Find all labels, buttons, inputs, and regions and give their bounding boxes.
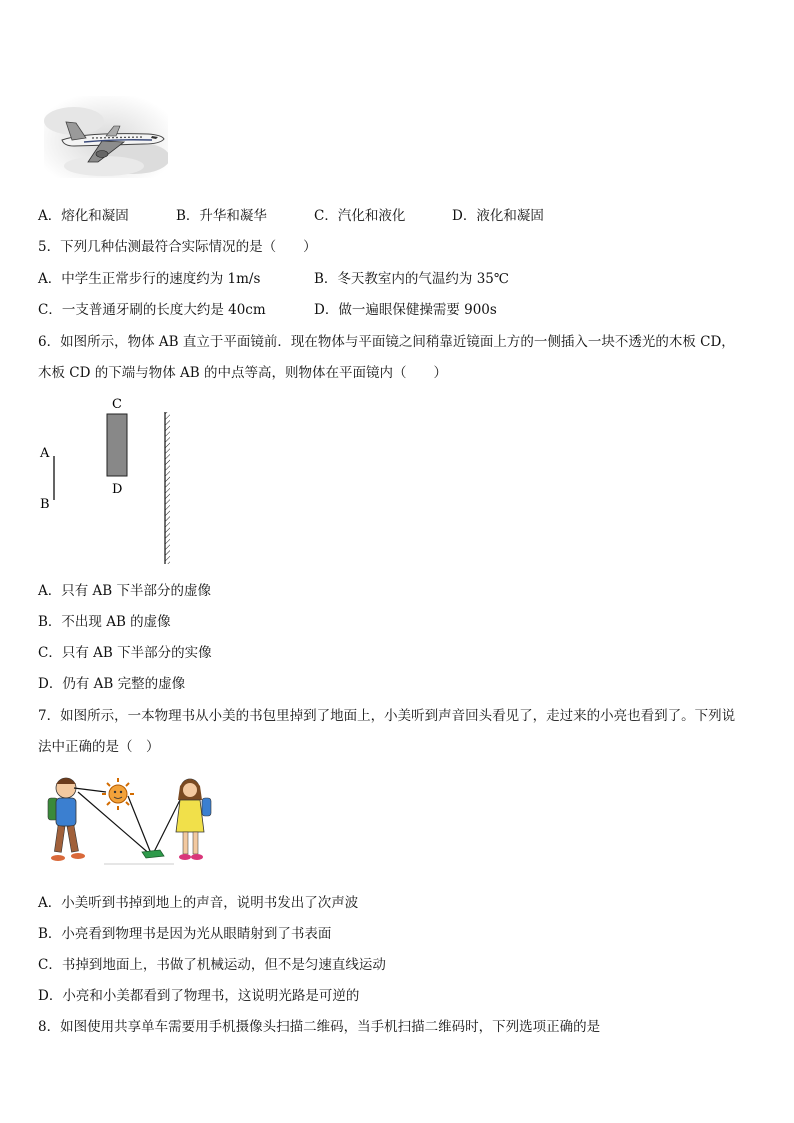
board-cd	[107, 414, 127, 476]
q5-option-d: D．做一遍眼保健操需要 900s	[314, 302, 497, 318]
q5-option-a: A．中学生正常步行的速度约为 1m/s	[38, 271, 261, 287]
q4-option-d: D．液化和凝固	[452, 208, 544, 224]
mirror-diagram	[34, 392, 184, 568]
q7-option-b: B．小亮看到物理书是因为光从眼睛射到了书表面	[38, 926, 332, 942]
q6-stem-line-1: 6．如图所示，物体 AB 直立于平面镜前．现在物体与平面镜之间稍靠近镜面上方的一侧插入一块不透光的木板 CD，	[38, 334, 735, 350]
q6-stem-line-2: 木板 CD 的下端与物体 AB 的中点等高，则物体在平面镜内（ ）	[38, 365, 447, 381]
label-a: A	[40, 446, 50, 461]
q6-option-a: A．只有 AB 下半部分的虚像	[38, 583, 212, 599]
q4-option-b: B．升华和凝华	[176, 208, 267, 224]
sun-figure	[102, 778, 134, 810]
airplane-figure	[44, 96, 168, 178]
boy-figure	[48, 778, 85, 861]
label-b: B	[40, 497, 50, 512]
label-d: D	[112, 482, 123, 497]
q6-option-b: B．不出现 AB 的虚像	[38, 614, 171, 630]
label-c: C	[112, 397, 122, 412]
book-figure	[142, 850, 164, 858]
book-light-illustration	[44, 770, 220, 870]
q7-stem-line-2: 法中正确的是（ ）	[38, 739, 160, 755]
q7-stem-line-1: 7．如图所示，一本物理书从小美的书包里掉到了地面上，小美听到声音回头看见了，走过来的小亮也看到了。下列说	[38, 708, 736, 724]
q4-option-c: C．汽化和液化	[314, 208, 406, 224]
airplane-image	[44, 96, 168, 178]
q7-option-c: C．书掉到地面上，书做了机械运动，但不是匀速直线运动	[38, 957, 386, 973]
mirror-diagram-svg	[34, 392, 184, 568]
q5-stem: 5．下列几种估测最符合实际情况的是（ ）	[38, 239, 317, 255]
q5-option-b: B．冬天教室内的气温约为 35℃	[314, 271, 509, 287]
q6-option-d: D．仍有 AB 完整的虚像	[38, 676, 186, 692]
q4-option-a: A．熔化和凝固	[38, 208, 129, 224]
q7-option-d: D．小亮和小美都看到了物理书，这说明光路是可逆的	[38, 988, 360, 1004]
q6-option-c: C．只有 AB 下半部分的实像	[38, 645, 212, 661]
book-light-svg	[44, 770, 220, 870]
light-rays	[74, 788, 184, 856]
q7-option-a: A．小美听到书掉到地上的声音，说明书发出了次声波	[38, 895, 359, 911]
q8-stem: 8．如图使用共享单车需要用手机摄像头扫描二维码，当手机扫描二维码时，下列选项正确的是	[38, 1019, 601, 1035]
q5-option-c: C．一支普通牙刷的长度大约是 40cm	[38, 302, 266, 318]
mirror-hatching	[165, 412, 170, 564]
girl-figure	[176, 779, 211, 860]
